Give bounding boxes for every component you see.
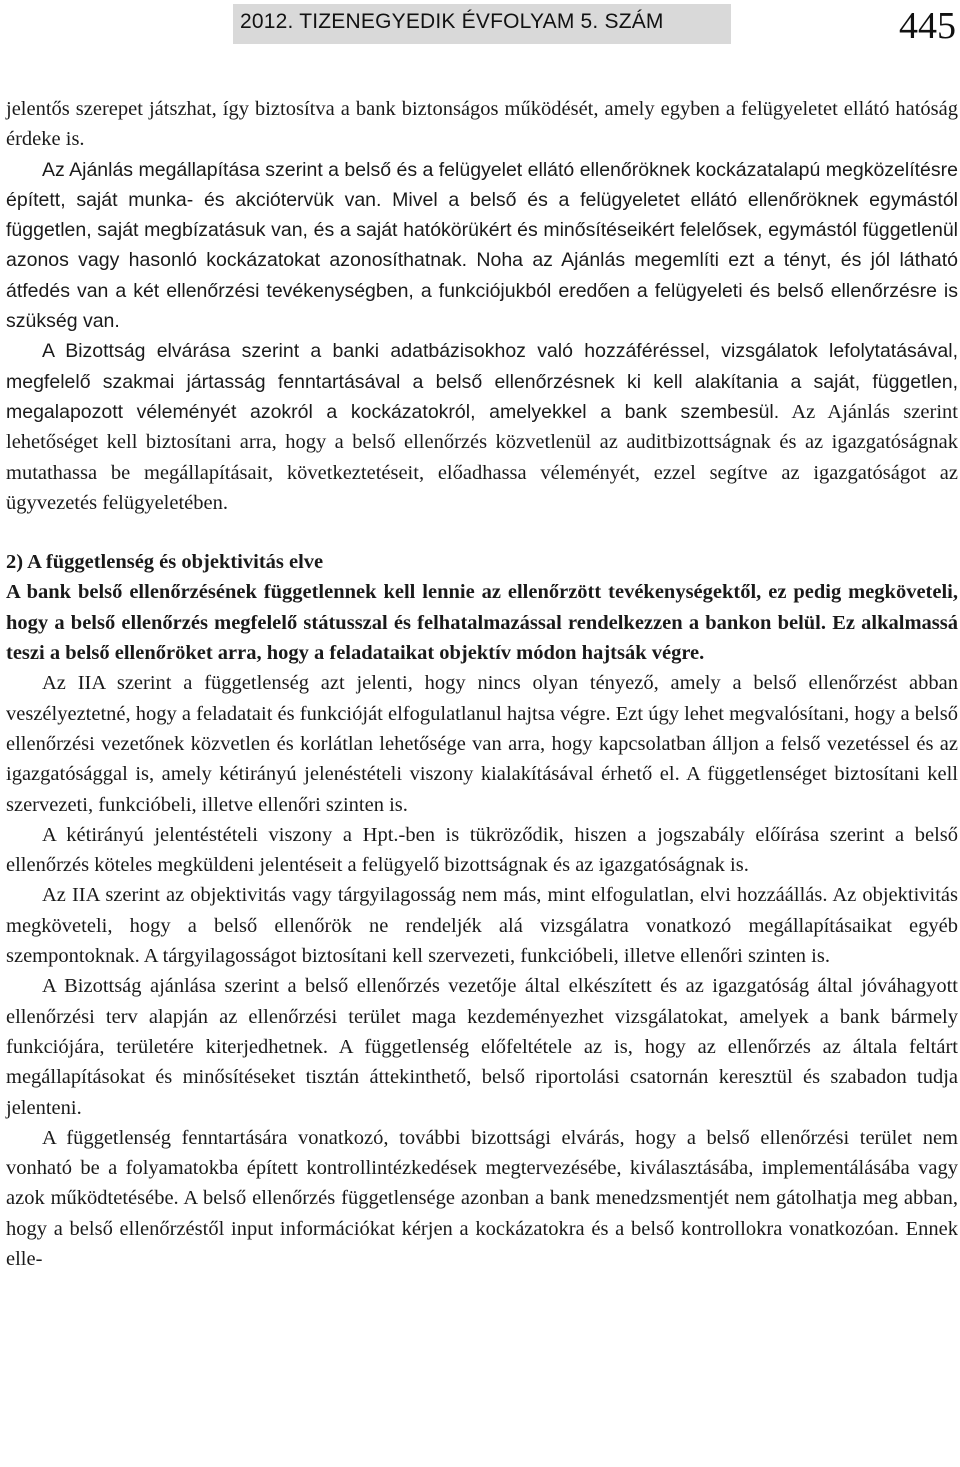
paragraph-continuation: jelentős szerepet játszhat, így biztosítva a bank biztonságos működését, amely egyben a felügyeletet ellátó hatóság érdeke is. — [6, 98, 958, 151]
paragraph-iia-independence: Az IIA szerint a függetlenség azt jelenti, hogy nincs olyan tényező, amely a belső ellenőrzést abban veszélyeztetné, hogy a feladatait és funkcióját elfogulatlanul hajtsa végre. Ezt úgy lehet megvalósítani, hogy a belső ellenőrzési vezetőnek közvetlen és korlátlan lehetősége van arra, hogy kapcsolatban álljon a felső vezetéssel és az igazgatósággal is, amely kétirányú jelenéstételi viszony kialakításával érhető el. A függetlenséget biztosítani kell szervezeti, funkcióbeli, illetve ellenőri szinten is. — [6, 672, 958, 816]
paragraph-committee-recommendation: A Bizottság ajánlása szerint a belső ellenőrzés vezetője által elkészített és az igazgatóság által jóváhagyott ellenőrzési terv alapján az ellenőrzési terület maga kezdeményezhet vizsgálatokat, amelyek a bank bármely funkciójára, területére kiterjedhetnek. A függetlenség előfeltétele az is, hogy az ellenőrzés az általa feltárt megállapításokat és minősítéseket tisztán áttekinthető, belső riportolási csatornán keresztül és szabadon tudja jelenteni. — [6, 975, 958, 1119]
section-heading: 2) A függetlenség és objektivitás elve — [6, 551, 324, 574]
bold-lead-paragraph: A bank belső ellenőrzésének függetlennek kell lennie az ellenőrzött tevékenységektől, ez pedig megköveteli, hogy a belső ellenőrzés megfelelő státusszal és felhatalmazással rendelkezzen a bankon belül. Ez alkalmassá teszi a belső ellenőröket arra, hogy a feladataikat objektív módon hajtsák végre. — [6, 581, 958, 665]
page-number: 445 — [899, 5, 956, 47]
paragraph-committee-expectation-sans: A Bizottság elvárása szerint a banki adatbázisokhoz való hozzáféréssel, vizsgálatok lefolytatásával, megfelelő szakmai jártasság fenntartásával a belső ellenőrzésnek ki kell alakítania a saját, független, megalapozott véleményét azokról a kockázatokról, amelyekkel a bank szembesül. — [6, 340, 958, 423]
paragraph-committee-expectation-serif: Az Ajánlás szerint lehetőséget kell biztosítani arra, hogy a belső ellenőrzés közvetlenül az auditbizottságnak és az igazgatóságnak mutathassa be megállapításait, következtetéseit, előadhassa véleményét, ezzel segítve az igazgatóságot az ügyvezetés felügyeletében. — [6, 400, 958, 514]
journal-issue-title: 2012. TIZENEGYEDIK ÉVFOLYAM 5. SZÁM — [240, 10, 664, 33]
paragraph-committee-expectation — [6, 336, 958, 518]
paragraph-recommendation-findings: Az Ajánlás megállapítása szerint a belső és a felügyelet ellátó ellenőröknek kockázatalapú megközelítésre épített, saját munka- és akciótervük van. Mivel a belső és a felügyeletet ellátó ellenőröknek egymástól független, saját megbízatásuk van, és a saját hatókörükért és minősítéseikért felelősek, egymástól függetlenül azonos vagy hasonló kockázatokat azonosíthatnak. Noha az Ajánlás megemlíti ezt a tényt, és jól látható átfedés van a két ellenőrzési tevékenységben, a funkciójukból eredően a felügyeleti és belső ellenőrzésre is szükség van. — [6, 158, 958, 333]
paragraph-iia-objectivity: Az IIA szerint az objektivitás vagy tárgyilagosság nem más, mint elfogulatlan, elvi hozzáállás. Az objektivitás megköveteli, hogy a belső ellenőrök ne rendeljék alá vizsgálatra vonatkozó megállapításaikat egyéb szempontoknak. A tárgyilagosságot biztosítani kell szervezeti, funkcióbeli, illetve ellenőri szinten is. — [6, 884, 958, 968]
page-header — [0, 0, 960, 52]
paragraph-reporting-relationship: A kétirányú jelentéstételi viszony a Hpt.-ben is tükröződik, hiszen a jogszabály előírása szerint a belső ellenőrzés köteles megküldeni jelentéseit a felügyelő bizottságnak és az igazgatóságnak is. — [6, 823, 958, 877]
paragraph-independence-maintenance: A függetlenség fenntartására vonatkozó, további bizottsági elvárás, hogy a belső ellenőrzési terület nem vonható be a folyamatokba épített kontrollintézkedések megtervezésébe, kiválasztásába, implementálásába vagy azok működtetésébe. A belső ellenőrzés függetlensége azonban a bank menedzsmentjét nem gátolhatja meg abban, hogy a belső ellenőrzéstől input információkat kérjen a kockázatokra és a belső kontrollokra vonatkozóan. Ennek elle- — [6, 1126, 958, 1270]
article-body — [6, 94, 958, 1274]
